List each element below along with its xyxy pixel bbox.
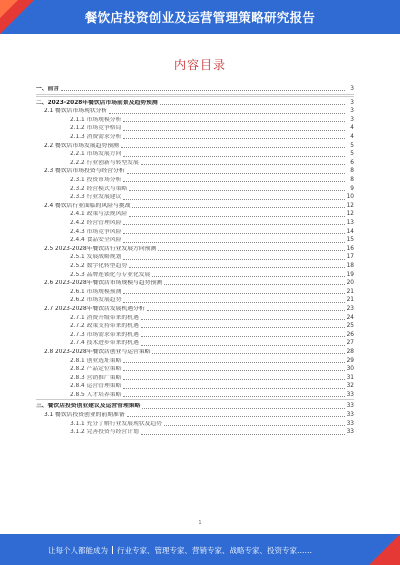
toc-leader-dots xyxy=(123,156,345,157)
toc-entry-label: 2.1 餐饮店市场现状分析 xyxy=(44,108,108,115)
toc-leader-dots xyxy=(123,396,345,397)
toc-entry-label: 3.1.2 完善投资与经营计划 xyxy=(70,429,139,436)
footer-slogan-left: 让每个人都能成为 xyxy=(48,546,108,555)
toc-entry-page: 33 xyxy=(346,429,354,436)
toc-entry[interactable] xyxy=(36,132,354,141)
toc-entry-label: 2.7.2 政策支持带来的机遇 xyxy=(70,323,139,330)
toc-entry-label: 2.8 2023-2028年餐饮店创业与运营策略 xyxy=(44,348,151,355)
toc-entry-label: 3.1.1 充分了解行业发展现状及趋势 xyxy=(70,420,162,427)
toc-entry[interactable] xyxy=(36,149,354,158)
toc-entry-page: 23 xyxy=(346,305,354,312)
toc-entry[interactable] xyxy=(36,261,354,270)
toc-leader-dots xyxy=(123,181,345,182)
toc-entry[interactable] xyxy=(36,158,354,167)
toc-entry-page: 9 xyxy=(350,185,354,192)
toc-entry-page: 32 xyxy=(346,383,354,390)
toc-entry-page: 14 xyxy=(346,228,354,235)
toc-entry-label: 2.7.1 消费升级带来的机遇 xyxy=(70,314,139,321)
toc-leader-dots xyxy=(123,242,345,243)
toc-leader-dots xyxy=(132,207,345,208)
toc-entry-page: 10 xyxy=(346,194,354,201)
footer-bar xyxy=(0,534,400,565)
report-title: 餐饮店投资创业及运营管理策略研究报告 xyxy=(84,10,316,25)
toc-separator xyxy=(36,96,354,97)
toc-entry-label: 2.5.2 数字化转型趋势 xyxy=(70,262,128,269)
toc-entry[interactable] xyxy=(36,364,354,373)
footer-divider xyxy=(112,546,113,554)
toc-entry-label: 2.2.2 行业创新与转型发展 xyxy=(70,159,139,166)
toc-entry-label: 2.4 餐饮店行业面临的风险与挑战 xyxy=(44,202,131,209)
toc-entry-page: 24 xyxy=(346,314,354,321)
toc-entry-label: 2.7 2023-2028年餐饮店发展机遇分析 xyxy=(44,305,145,312)
toc-entry-label: 2.4.4 食品安全风险 xyxy=(70,237,122,244)
toc-entry[interactable] xyxy=(36,192,354,201)
toc-entry-page: 8 xyxy=(350,168,354,175)
toc-entry-page: 5 xyxy=(350,142,354,149)
toc-entry[interactable] xyxy=(36,269,354,278)
toc-entry[interactable] xyxy=(36,175,354,184)
toc-entry-label: 2.3.3 行业发展建议 xyxy=(70,194,122,201)
toc-entry-page: 12 xyxy=(346,211,354,218)
toc-entry[interactable] xyxy=(36,227,354,236)
toc-leader-dots xyxy=(141,327,345,328)
toc-entry-page: 3 xyxy=(350,116,354,123)
toc-entry-label: 2.2 餐饮店市场发展趋势预测 xyxy=(44,142,119,149)
toc-entry[interactable] xyxy=(36,115,354,124)
toc-entry-page: 3 xyxy=(350,108,354,115)
toc-entry-page: 33 xyxy=(346,420,354,427)
toc-entry-label: 3.1 餐饮店投资创业的前期准备 xyxy=(44,412,125,419)
toc-entry-label: 2.1.3 消费需求分析 xyxy=(70,134,122,141)
toc-entry[interactable] xyxy=(36,419,354,428)
toc-entry[interactable] xyxy=(36,166,354,175)
toc-leader-dots xyxy=(123,138,345,139)
toc-leader-dots xyxy=(152,276,345,277)
toc-entry[interactable] xyxy=(36,184,354,193)
toc-entry[interactable] xyxy=(36,355,354,364)
footer-slogan xyxy=(48,545,312,556)
toc-entry-label: 2.6 2023-2028年餐饮店市场规模与趋势预测 xyxy=(44,280,163,287)
toc-entry-page: 21 xyxy=(346,288,354,295)
toc-entry-label: 2.1.2 市场竞争格局 xyxy=(70,125,122,132)
toc-entry-label: 2.3 餐饮店市场投资与经营分析 xyxy=(44,168,125,175)
toc-leader-dots xyxy=(123,379,345,380)
toc-entry-label: 2.8.1 创业选址策略 xyxy=(70,357,122,364)
toc-entry[interactable] xyxy=(36,401,354,410)
toc-entry-page: 30 xyxy=(346,366,354,373)
toc-leader-dots xyxy=(123,302,345,303)
toc-entry-page: 33 xyxy=(346,412,354,419)
toc-leader-dots xyxy=(61,90,345,91)
toc-entry-label: 2.7.3 市场需求带来的机遇 xyxy=(70,331,139,338)
toc-entry[interactable] xyxy=(36,373,354,382)
toc-entry-label: 2.8.4 运营管理策略 xyxy=(70,383,122,390)
toc-leader-dots xyxy=(123,370,345,371)
toc-leader-dots xyxy=(123,224,345,225)
toc-entry-label: 2.7.4 技术进步带来的机遇 xyxy=(70,340,139,347)
toc-entry[interactable] xyxy=(36,390,354,399)
page-number: 1 xyxy=(198,520,202,526)
toc-leader-dots xyxy=(123,259,345,260)
table-of-contents xyxy=(36,84,354,436)
toc-entry-page: 16 xyxy=(346,245,354,252)
toc-entry-page: 15 xyxy=(346,237,354,244)
toc-entry-page: 18 xyxy=(346,262,354,269)
toc-entry[interactable] xyxy=(36,338,354,347)
toc-leader-dots xyxy=(129,190,345,191)
toc-leader-dots xyxy=(164,425,345,426)
toc-entry[interactable] xyxy=(36,410,354,419)
toc-leader-dots xyxy=(142,408,345,409)
toc-entry[interactable] xyxy=(36,201,354,210)
toc-entry[interactable] xyxy=(36,106,354,115)
toc-entry[interactable] xyxy=(36,295,354,304)
toc-entry-page: 6 xyxy=(350,159,354,166)
toc-entry-page: 25 xyxy=(346,323,354,330)
toc-leader-dots xyxy=(123,388,345,389)
toc-leader-dots xyxy=(121,147,345,148)
toc-entry-page: 5 xyxy=(350,151,354,158)
toc-leader-dots xyxy=(123,362,345,363)
toc-entry-page: 33 xyxy=(346,391,354,398)
toc-entry[interactable] xyxy=(36,218,354,227)
toc-entry-label: 2.4.3 市场竞争风险 xyxy=(70,228,122,235)
toc-leader-dots xyxy=(127,416,345,417)
toc-entry-label: 2.3.1 投资市场分析 xyxy=(70,177,122,184)
toc-entry[interactable] xyxy=(36,304,354,313)
toc-entry-page: 17 xyxy=(346,254,354,261)
toc-leader-dots xyxy=(109,113,345,114)
toc-entry-label: 2.4.2 经营管理风险 xyxy=(70,220,122,226)
header-bar xyxy=(0,0,400,34)
toc-leader-dots xyxy=(129,216,345,217)
toc-entry-label: 2.3.2 经营模式与策略 xyxy=(70,185,128,192)
toc-entry-page: 8 xyxy=(350,177,354,184)
toc-entry-page: 3 xyxy=(350,86,354,93)
toc-entry-label: 2.4.1 政策与法规风险 xyxy=(70,211,128,218)
toc-leader-dots xyxy=(141,164,345,165)
toc-entry-label: 2.8.3 营销推广策略 xyxy=(70,374,122,381)
toc-entry-label: 2.8.5 人才培养策略 xyxy=(70,391,122,398)
toc-heading: 内容目录 xyxy=(173,58,226,72)
toc-entry-label: 三、餐饮店投资创业建议及运营管理策略 xyxy=(36,403,141,410)
footer-slogan-right: 行业专家、管理专家、营销专家、战略专家、投资专家…… xyxy=(117,546,312,555)
toc-entry-label: 二、2023-2028年餐饮店市场前景及趋势预测 xyxy=(36,99,158,106)
toc-leader-dots xyxy=(123,130,345,131)
toc-entry[interactable] xyxy=(36,244,354,253)
toc-entry[interactable] xyxy=(36,381,354,390)
toc-entry-label: 2.6.1 市场规模预测 xyxy=(70,288,122,295)
toc-leader-dots xyxy=(123,121,345,122)
toc-leader-dots xyxy=(141,319,345,320)
toc-entry-label: 一、前言 xyxy=(36,86,60,93)
toc-separator xyxy=(36,94,354,95)
toc-entry[interactable] xyxy=(36,330,354,339)
toc-entry-page: 27 xyxy=(346,340,354,347)
toc-entry-label: 2.6.2 市场发展趋势 xyxy=(70,297,122,304)
toc-entry[interactable] xyxy=(36,347,354,356)
toc-entry[interactable] xyxy=(36,235,354,244)
toc-entry[interactable] xyxy=(36,84,354,93)
toc-entry[interactable] xyxy=(36,278,354,287)
toc-entry-label: 2.5 2023-2028年餐饮店行业发展方向预测 xyxy=(44,245,157,252)
toc-entry-page: 13 xyxy=(346,220,354,226)
toc-entry-page: 31 xyxy=(346,374,354,381)
toc-entry-page: 28 xyxy=(346,348,354,355)
toc-leader-dots xyxy=(160,104,345,105)
toc-entry-label: 2.5.3 品牌连锁化与专业化发展 xyxy=(70,271,151,278)
toc-leader-dots xyxy=(152,353,345,354)
toc-entry-page: 4 xyxy=(350,134,354,141)
toc-leader-dots xyxy=(129,267,345,268)
toc-entry[interactable] xyxy=(36,123,354,132)
toc-entry[interactable] xyxy=(36,141,354,150)
toc-entry[interactable] xyxy=(36,321,354,330)
toc-entry-page: 33 xyxy=(346,403,354,410)
toc-entry[interactable] xyxy=(36,252,354,261)
toc-entry[interactable] xyxy=(36,287,354,296)
toc-leader-dots xyxy=(127,173,345,174)
toc-entry-label: 2.1.1 市场规模分析 xyxy=(70,116,122,123)
toc-entry-page: 26 xyxy=(346,331,354,338)
toc-leader-dots xyxy=(158,250,345,251)
toc-leader-dots xyxy=(141,336,345,337)
toc-entry[interactable] xyxy=(36,312,354,321)
toc-leader-dots xyxy=(123,233,345,234)
toc-entry-label: 2.5.1 发展战略规划 xyxy=(70,254,122,261)
toc-entry-label: 2.2.1 市场发展方向 xyxy=(70,151,122,158)
toc-leader-dots xyxy=(164,284,345,285)
toc-separator xyxy=(36,399,354,400)
toc-entry-label: 2.8.2 产品定位策略 xyxy=(70,366,122,373)
toc-leader-dots xyxy=(141,345,345,346)
toc-leader-dots xyxy=(147,310,345,311)
toc-entry[interactable] xyxy=(36,209,354,218)
toc-entry-page: 4 xyxy=(350,125,354,132)
toc-leader-dots xyxy=(141,434,345,435)
toc-entry-page: 20 xyxy=(346,280,354,287)
toc-leader-dots xyxy=(123,199,345,200)
toc-entry-page: 29 xyxy=(346,357,354,364)
toc-entry-page: 21 xyxy=(346,297,354,304)
toc-entry[interactable] xyxy=(36,98,354,107)
footer-red-corner xyxy=(369,534,400,565)
toc-entry-page: 12 xyxy=(346,202,354,209)
toc-entry-page: 19 xyxy=(346,271,354,278)
toc-entry[interactable] xyxy=(36,427,354,436)
toc-leader-dots xyxy=(123,293,345,294)
toc-entry-page: 3 xyxy=(350,99,354,106)
